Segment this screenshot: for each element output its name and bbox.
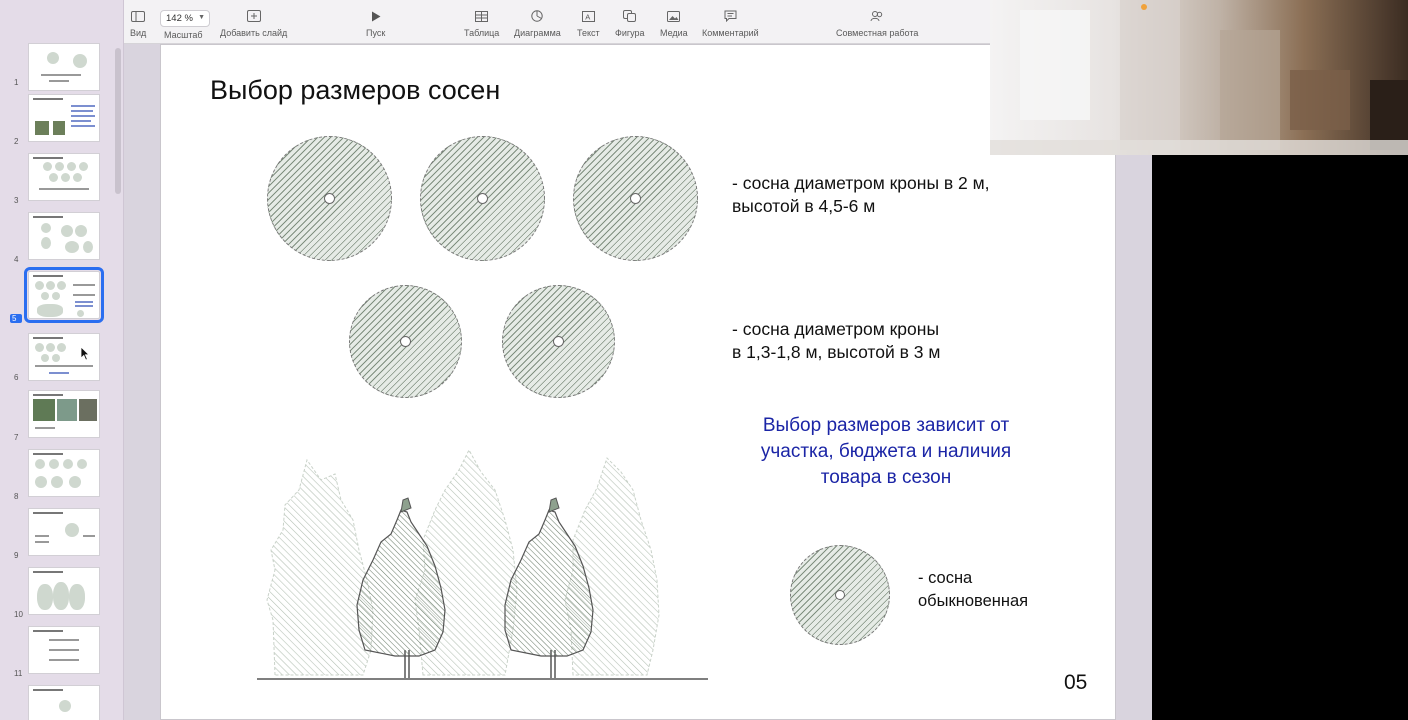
- slide-thumbnail-3[interactable]: [28, 153, 100, 201]
- slide-thumbnail-2[interactable]: [28, 94, 100, 142]
- slide-number: 1: [14, 78, 19, 87]
- slide-number: 11: [14, 669, 23, 678]
- slide-number: 4: [14, 255, 19, 264]
- zoom-label: Масштаб: [164, 30, 203, 40]
- background-pine-silhouettes: [267, 450, 659, 675]
- description-medium-pine[interactable]: - сосна диаметром кроны в 1,3-1,8 м, высотой в 3 м: [732, 319, 941, 362]
- description-large-pine[interactable]: - сосна диаметром кроны в 2 м, высотой в 4,5-6 м: [732, 173, 990, 216]
- pine-crown-medium[interactable]: [349, 285, 462, 398]
- slide[interactable]: [160, 44, 1116, 720]
- media-button[interactable]: Медиа: [660, 8, 688, 38]
- table-icon: [475, 11, 488, 22]
- slide-thumbnail-5[interactable]: [28, 271, 100, 319]
- slide-number: 2: [14, 137, 19, 146]
- shape-icon: [623, 10, 636, 22]
- pine-elevation-drawing[interactable]: [255, 450, 715, 685]
- trunk-marker: [835, 590, 845, 600]
- trunk-marker: [477, 193, 488, 204]
- pine-crown-common[interactable]: [790, 545, 890, 645]
- chart-button[interactable]: Диаграмма: [514, 8, 561, 38]
- collaborate-button[interactable]: Совместная работа: [836, 8, 918, 38]
- trunk-marker: [553, 336, 564, 347]
- slide-number: 3: [14, 196, 19, 205]
- slide-number: 8: [14, 492, 19, 501]
- chart-pie-icon: [531, 10, 543, 22]
- comment-icon: [724, 10, 737, 22]
- slide-thumbnail-4[interactable]: [28, 212, 100, 260]
- trunk-marker: [324, 193, 335, 204]
- trunk-marker: [400, 336, 411, 347]
- video-overlay: [990, 0, 1408, 155]
- zoom-select[interactable]: 142 % ▼: [160, 10, 210, 27]
- shape-button[interactable]: Фигура: [615, 8, 645, 38]
- slide-number: 9: [14, 551, 19, 560]
- trunk-marker: [630, 193, 641, 204]
- slide-number: 7: [14, 433, 19, 442]
- navigator-scrollbar[interactable]: [115, 48, 121, 194]
- slide-number-label: 05: [1064, 671, 1088, 694]
- play-button[interactable]: Пуск: [366, 8, 385, 38]
- slide-thumbnail-10[interactable]: [28, 567, 100, 615]
- chevron-down-icon: ▼: [198, 14, 205, 21]
- media-image-icon: [667, 11, 680, 22]
- sidebar-icon: [131, 11, 145, 22]
- table-button[interactable]: Таблица: [464, 8, 499, 38]
- add-slide-button[interactable]: Добавить слайд: [220, 8, 287, 38]
- pine-crown-large[interactable]: [420, 136, 545, 261]
- slide-thumbnail-1[interactable]: [28, 43, 100, 91]
- view-button[interactable]: Вид: [130, 8, 146, 38]
- slide-thumbnail-12[interactable]: [28, 685, 100, 720]
- slide-thumbnail-9[interactable]: [28, 508, 100, 556]
- slide-number: 10: [14, 610, 23, 619]
- collaborate-people-icon: [870, 10, 884, 22]
- slide-number-selected: 5: [10, 314, 22, 323]
- text-button[interactable]: A Текст: [577, 11, 600, 38]
- recording-indicator: [1141, 4, 1147, 10]
- slide-title[interactable]: Выбор размеров сосен: [210, 75, 501, 105]
- play-icon: [371, 11, 381, 22]
- selection-note[interactable]: Выбор размеров зависит от участка, бюджета и наличия товара в сезон: [760, 415, 1012, 488]
- add-slide-icon: [247, 10, 261, 22]
- pine-crown-large[interactable]: [573, 136, 698, 261]
- slide-navigator[interactable]: [0, 0, 124, 720]
- text-box-icon: [582, 11, 595, 22]
- comment-button[interactable]: Комментарий: [702, 8, 759, 38]
- slide-number: 6: [14, 373, 19, 382]
- slide-thumbnail-7[interactable]: [28, 390, 100, 438]
- slide-thumbnail-11[interactable]: [28, 626, 100, 674]
- pine-crown-medium[interactable]: [502, 285, 615, 398]
- pine-crown-large[interactable]: [267, 136, 392, 261]
- svg-text:A: A: [585, 11, 591, 21]
- slide-thumbnail-8[interactable]: [28, 449, 100, 497]
- description-common-pine[interactable]: - сосна обыкновенная: [918, 569, 1029, 610]
- mouse-cursor-icon: [80, 346, 90, 361]
